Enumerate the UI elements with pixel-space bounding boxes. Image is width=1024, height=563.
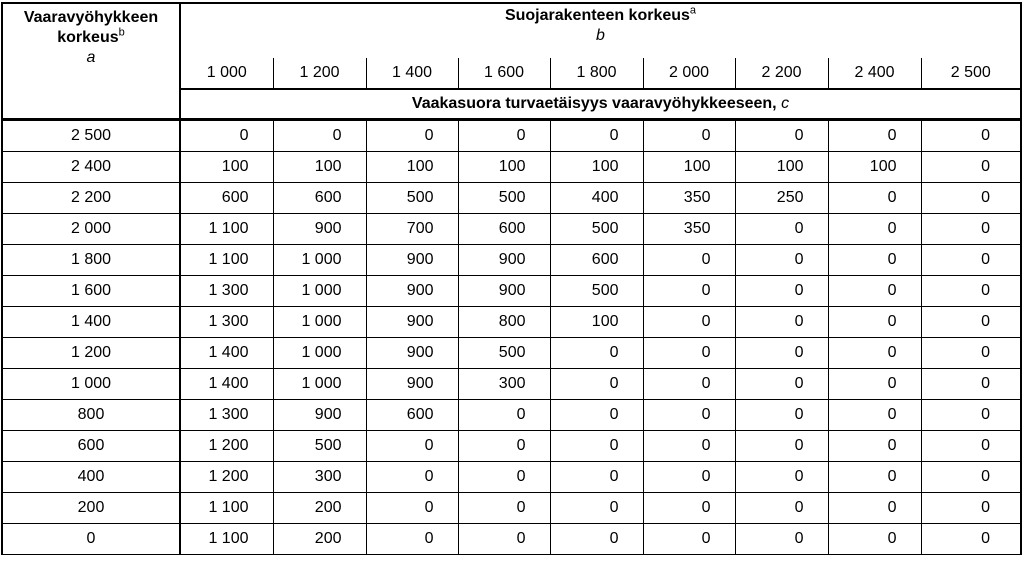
table-row [2, 152, 1021, 183]
table-cell: 1 300 [180, 276, 273, 307]
table-cell: 0 [458, 524, 550, 555]
table-cell: 1 000 [273, 338, 366, 369]
table-cell: 1 200 [180, 431, 273, 462]
table-cell: 1 200 [180, 462, 273, 493]
row-header-cell: 0 [2, 524, 180, 555]
row-header-cell: 1 400 [2, 307, 180, 338]
table-cell: 0 [735, 276, 828, 307]
row-header-footnote: b [118, 26, 125, 39]
table-cell: 0 [735, 462, 828, 493]
table-row [2, 431, 1021, 462]
table-cell: 1 400 [180, 369, 273, 400]
column-header: 2 400 [828, 58, 921, 89]
table-cell: 300 [458, 369, 550, 400]
table-cell: 0 [921, 493, 1021, 524]
table-cell: 0 [643, 524, 735, 555]
table-cell: 900 [458, 276, 550, 307]
table-cell: 0 [828, 493, 921, 524]
table-cell: 300 [273, 462, 366, 493]
table-cell: 900 [366, 307, 458, 338]
safety-distance-table [1, 2, 1022, 555]
table-cell: 0 [828, 524, 921, 555]
table-cell: 100 [735, 152, 828, 183]
table-row [2, 307, 1021, 338]
table-cell: 250 [735, 183, 828, 214]
table-cell: 0 [828, 214, 921, 245]
row-header-cell: 200 [2, 493, 180, 524]
table-cell: 0 [550, 493, 643, 524]
table-cell: 600 [550, 245, 643, 276]
row-header-cell: 2 200 [2, 183, 180, 214]
table-cell: 0 [366, 524, 458, 555]
table-cell: 600 [366, 400, 458, 431]
table-cell: 0 [366, 462, 458, 493]
table-cell: 0 [458, 493, 550, 524]
column-header: 1 400 [366, 58, 458, 89]
row-header-cell: 400 [2, 462, 180, 493]
table-cell: 500 [273, 431, 366, 462]
table-cell: 0 [735, 214, 828, 245]
table-cell: 0 [643, 338, 735, 369]
table-cell: 200 [273, 493, 366, 524]
table-cell: 400 [550, 183, 643, 214]
table-cell: 1 000 [273, 276, 366, 307]
row-header-cell: 1 800 [2, 245, 180, 276]
table-cell: 0 [828, 431, 921, 462]
row-header-line2: korkeus [57, 29, 119, 46]
row-header-title [2, 3, 180, 120]
table-row [2, 214, 1021, 245]
table-cell: 0 [921, 338, 1021, 369]
table-cell: 0 [735, 245, 828, 276]
table-cell: 0 [921, 152, 1021, 183]
table-cell: 0 [828, 338, 921, 369]
table-cell: 100 [180, 152, 273, 183]
table-cell: 0 [550, 400, 643, 431]
table-cell: 0 [550, 462, 643, 493]
table-cell: 0 [921, 307, 1021, 338]
table-cell: 900 [273, 400, 366, 431]
table-cell: 0 [273, 120, 366, 152]
table-cell: 900 [366, 245, 458, 276]
table-cell: 350 [643, 214, 735, 245]
column-header: 1 000 [180, 58, 273, 89]
column-header: 2 500 [921, 58, 1021, 89]
table-cell: 0 [550, 431, 643, 462]
table-cell: 0 [550, 120, 643, 152]
row-header-symbol: a [86, 49, 96, 66]
table-cell: 0 [366, 493, 458, 524]
table-cell: 0 [921, 369, 1021, 400]
table-cell: 1 400 [180, 338, 273, 369]
table-cell: 500 [550, 214, 643, 245]
table-cell: 0 [735, 338, 828, 369]
table-cell: 0 [643, 245, 735, 276]
table-cell: 0 [921, 462, 1021, 493]
table-cell: 0 [921, 276, 1021, 307]
table-cell: 0 [458, 400, 550, 431]
table-cell: 0 [921, 400, 1021, 431]
column-group-title-text: Suojarakenteen korkeus [504, 7, 690, 24]
table-cell: 0 [828, 183, 921, 214]
column-header: 2 200 [735, 58, 828, 89]
column-header: 1 800 [550, 58, 643, 89]
table-cell: 1 000 [273, 245, 366, 276]
table-cell: 0 [735, 431, 828, 462]
table-cell: 0 [828, 307, 921, 338]
table-cell: 700 [366, 214, 458, 245]
table-cell: 0 [366, 120, 458, 152]
row-header-cell: 600 [2, 431, 180, 462]
table-cell: 0 [921, 245, 1021, 276]
row-header-cell: 800 [2, 400, 180, 431]
row-header-line1: Vaaravyöhykkeen [23, 9, 159, 26]
table-cell: 0 [735, 400, 828, 431]
value-caption-text: Vaakasuora turvaetäisyys vaaravyöhykkeeseen, [411, 95, 777, 112]
table-row [2, 369, 1021, 400]
table-row [2, 400, 1021, 431]
table-cell: 0 [921, 120, 1021, 152]
value-caption [180, 89, 1021, 120]
table-cell: 0 [735, 307, 828, 338]
table-cell: 1 000 [273, 307, 366, 338]
table-cell: 0 [828, 245, 921, 276]
table-cell: 600 [273, 183, 366, 214]
column-group-footnote: a [689, 4, 697, 17]
table-cell: 800 [458, 307, 550, 338]
table-row [2, 493, 1021, 524]
table-cell: 1 300 [180, 307, 273, 338]
table-row [2, 524, 1021, 555]
table-cell: 1 100 [180, 245, 273, 276]
column-group-symbol: b [596, 27, 605, 44]
table-row [2, 183, 1021, 214]
column-group-title [180, 3, 1021, 58]
table-cell: 0 [180, 120, 273, 152]
row-header-cell: 1 000 [2, 369, 180, 400]
table-cell: 0 [921, 183, 1021, 214]
table-cell: 0 [550, 369, 643, 400]
table-cell: 0 [828, 276, 921, 307]
table-row [2, 120, 1021, 152]
table-cell: 100 [273, 152, 366, 183]
table-cell: 0 [643, 120, 735, 152]
table-cell: 0 [735, 493, 828, 524]
table-cell: 0 [735, 120, 828, 152]
table-cell: 0 [643, 307, 735, 338]
table-cell: 1 100 [180, 524, 273, 555]
table-cell: 0 [550, 524, 643, 555]
row-header-cell: 1 200 [2, 338, 180, 369]
table-cell: 100 [366, 152, 458, 183]
table-cell: 100 [550, 152, 643, 183]
table-cell: 0 [550, 338, 643, 369]
table-cell: 0 [458, 462, 550, 493]
column-header: 1 200 [273, 58, 366, 89]
table-cell: 200 [273, 524, 366, 555]
table-cell: 500 [458, 183, 550, 214]
table-cell: 1 100 [180, 493, 273, 524]
table-cell: 500 [550, 276, 643, 307]
table-cell: 600 [458, 214, 550, 245]
table-cell: 900 [273, 214, 366, 245]
table-cell: 1 100 [180, 214, 273, 245]
table-row [2, 276, 1021, 307]
table-cell: 500 [366, 183, 458, 214]
table-cell: 0 [643, 369, 735, 400]
table-row [2, 462, 1021, 493]
column-header: 2 000 [643, 58, 735, 89]
table-cell: 100 [643, 152, 735, 183]
table-cell: 0 [828, 462, 921, 493]
row-header-cell: 2 000 [2, 214, 180, 245]
table-cell: 0 [366, 431, 458, 462]
table-cell: 0 [828, 120, 921, 152]
table-cell: 0 [921, 214, 1021, 245]
table-cell: 0 [643, 431, 735, 462]
table-cell: 0 [735, 524, 828, 555]
table-cell: 0 [643, 400, 735, 431]
table-cell: 1 300 [180, 400, 273, 431]
table-cell: 0 [458, 120, 550, 152]
table-cell: 900 [458, 245, 550, 276]
table-row [2, 338, 1021, 369]
table-cell: 0 [921, 524, 1021, 555]
table-cell: 0 [458, 431, 550, 462]
table-cell: 350 [643, 183, 735, 214]
row-header-cell: 2 500 [2, 120, 180, 152]
table-cell: 0 [643, 276, 735, 307]
column-header: 1 600 [458, 58, 550, 89]
table-row [2, 245, 1021, 276]
table-cell: 1 000 [273, 369, 366, 400]
table-cell: 0 [643, 493, 735, 524]
table-cell: 0 [828, 400, 921, 431]
table-cell: 900 [366, 338, 458, 369]
table-cell: 0 [735, 369, 828, 400]
value-caption-symbol: c [781, 95, 790, 112]
table-cell: 900 [366, 276, 458, 307]
table-cell: 0 [921, 431, 1021, 462]
table-cell: 100 [550, 307, 643, 338]
table-cell: 100 [458, 152, 550, 183]
table-cell: 100 [828, 152, 921, 183]
row-header-cell: 1 600 [2, 276, 180, 307]
table-cell: 900 [366, 369, 458, 400]
table-cell: 0 [828, 369, 921, 400]
table-cell: 0 [643, 462, 735, 493]
row-header-cell: 2 400 [2, 152, 180, 183]
table-cell: 600 [180, 183, 273, 214]
table-cell: 500 [458, 338, 550, 369]
